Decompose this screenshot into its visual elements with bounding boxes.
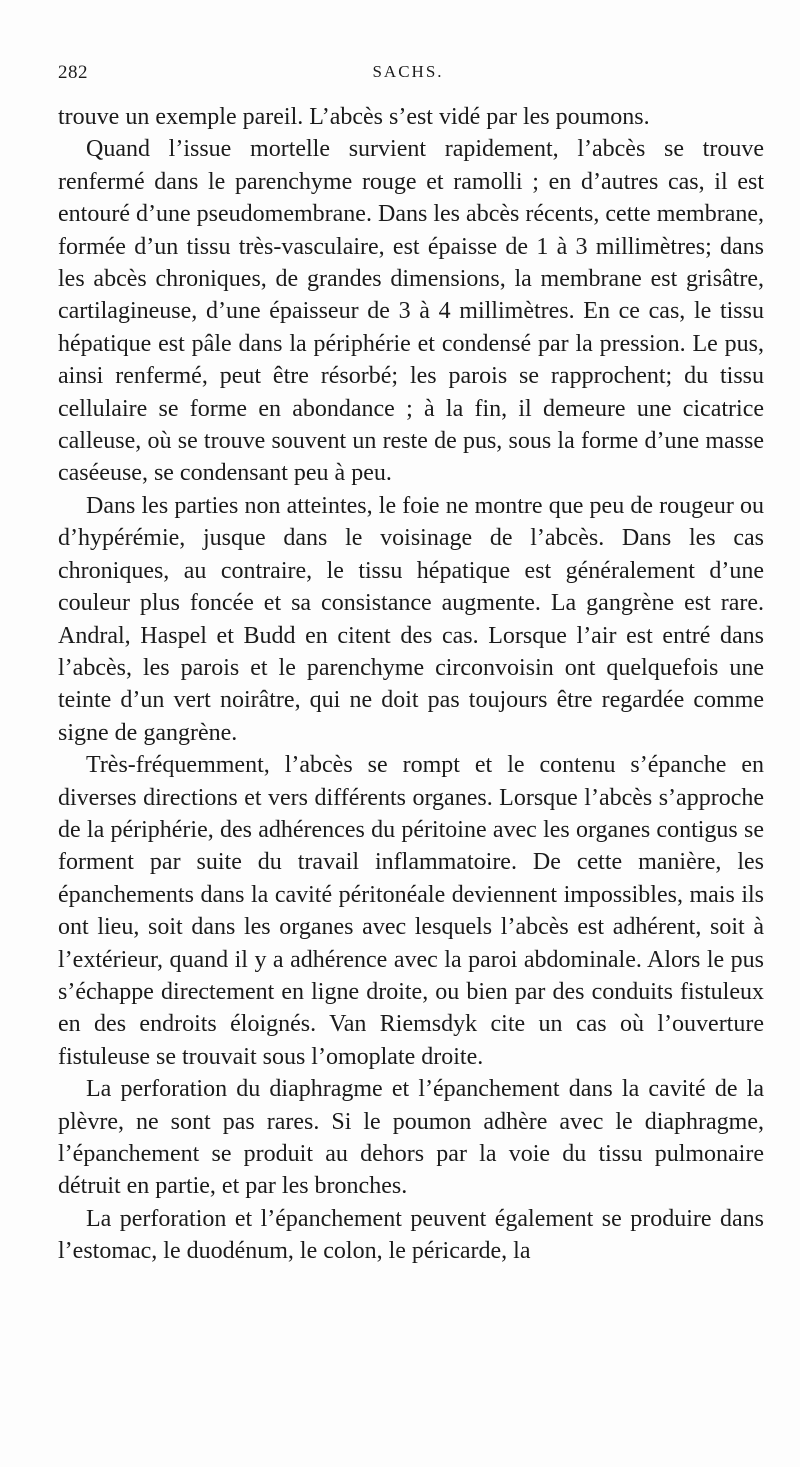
- paragraph-4: Très-fréquemment, l’abcès se rompt et le contenu s’épanche en diverses directions et vers différents organes. Lorsque l’abcès s’approche de la périphérie, des adhérences du péritoine avec les organes contigus se forment par suite du travail inflammatoire. De cette manière, les épanchements dans la cavité péritonéale deviennent impossibles, mais ils ont lieu, soit dans les organes avec lesquels l’abcès est adhérent, soit à l’extérieur, quand il y a adhérence avec la paroi abdominale. Alors le pus s’échappe directement en ligne droite, ou bien par des conduits fistuleux en des endroits éloignés. Van Riemsdyk cite un cas où l’ouverture fistuleuse se trouvait sous l’omoplate droite.: [58, 752, 764, 1070]
- paragraph-5: La perforation du diaphragme et l’épanchement dans la cavité de la plèvre, ne sont pas rares. Si le poumon adhère avec le diaphragme, l’épanchement se produit au dehors par la voie du tissu pulmonaire détruit en partie, et par les bronches.: [58, 1076, 764, 1200]
- paragraph-1: trouve un exemple pareil. L’abcès s’est vidé par les poumons.: [58, 104, 650, 130]
- body-text: [58, 101, 764, 1268]
- page-number: 282: [58, 62, 88, 83]
- paragraph-3: Dans les parties non atteintes, le foie ne montre que peu de rougeur ou d’hypérémie, jusque dans le voisinage de l’abcès. Dans les cas chroniques, au contraire, le tissu hépatique est généralement d’une couleur plus foncée et sa consistance augmente. La gangrène est rare. Andral, Haspel et Budd en citent des cas. Lorsque l’air est entré dans l’abcès, les parois et le parenchyme circonvoisin ont quelquefois une teinte d’un vert noirâtre, qui ne doit pas toujours être regardée comme signe de gangrène.: [58, 492, 764, 746]
- paragraph-6: La perforation et l’épanchement peuvent également se produire dans l’estomac, le duodénum, le colon, le péricarde, la: [58, 1205, 764, 1265]
- page-header: [58, 62, 758, 92]
- running-head: SACHS.: [372, 62, 444, 81]
- paragraph-2: Quand l’issue mortelle survient rapidement, l’abcès se trouve renfermé dans le parenchyme rouge et ramolli ; en d’autres cas, il est entouré d’une pseudomembrane. Dans les abcès récents, cette membrane, formée d’un tissu très-vasculaire, est épaisse de 1 à 3 millimètres; dans les abcès chroniques, de grandes dimensions, la membrane est grisâtre, cartilagineuse, d’une épaisseur de 3 à 4 millimètres. En ce cas, le tissu hépatique est pâle dans la périphérie et condensé par la pression. Le pus, ainsi renfermé, peut être résorbé; les parois se rapprochent; du tissu cellulaire se forme en abondance ; à la fin, il demeure une cicatrice calleuse, où se trouve souvent un reste de pus, sous la forme d’une masse caséeuse, se condensant peu à peu.: [58, 136, 764, 487]
